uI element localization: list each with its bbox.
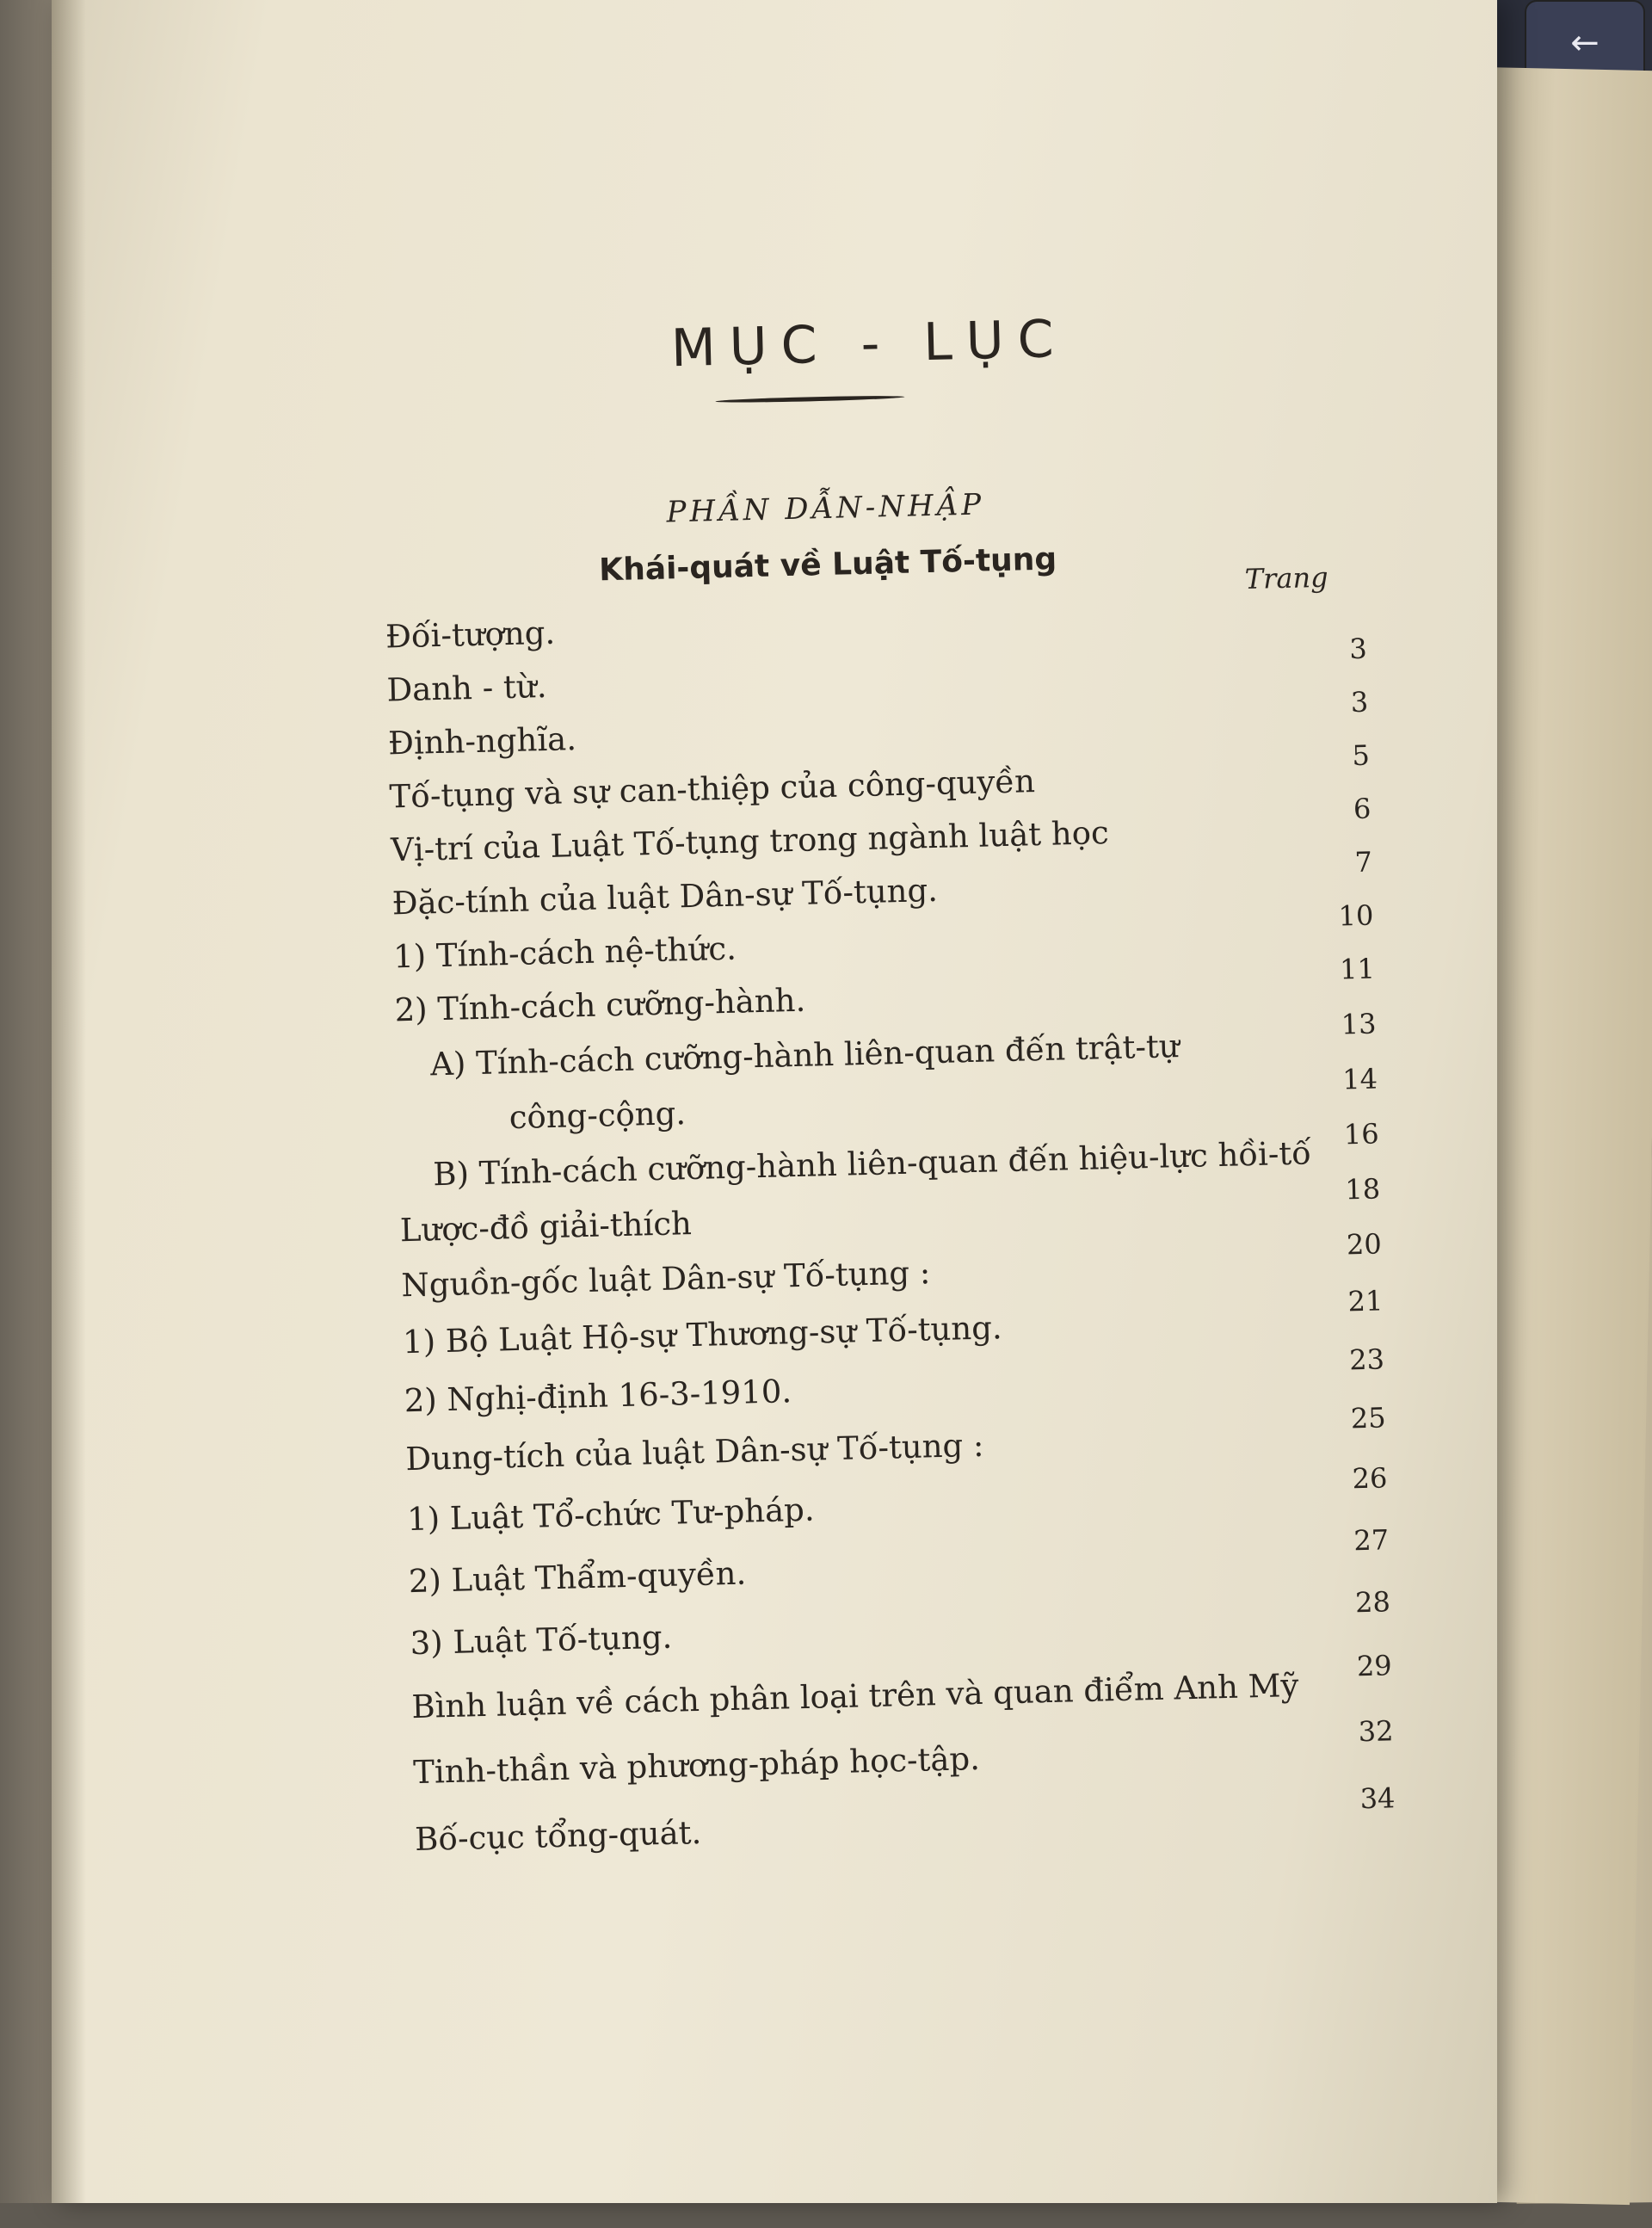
toc-entry <box>412 1714 1395 1805</box>
part-heading: PHẦN DẪN-NHẬP <box>666 487 985 530</box>
toc-entry <box>410 1649 1393 1740</box>
toc-entry-title: 2) Luật Thẩm-quyền. <box>408 1554 747 1601</box>
arrow-left-icon: ← <box>1570 23 1600 63</box>
toc-entry-page: 13 <box>1341 1007 1377 1041</box>
toc-entry-page: 3 <box>1350 685 1369 719</box>
toc-entry-title: A) Tính-cách cưỡng-hành liên-quan đến trật-tự <box>429 1028 1180 1083</box>
toc-entry-title: Dung-tích của luật Dân-sự Tố-tụng : <box>404 1426 984 1478</box>
toc-entry-title: 1) Luật Tổ-chức Tư-pháp. <box>406 1490 816 1539</box>
toc-entry <box>408 1523 1390 1614</box>
toc-entry-page: 29 <box>1356 1649 1393 1683</box>
toc-entry-title: Nguồn-gốc luật Dân-sự Tố-tụng : <box>400 1254 931 1305</box>
page-title: MỤC - LỤC <box>670 309 1069 380</box>
toc-entry-title: 2) Nghị-định 16-3-1910. <box>404 1373 792 1420</box>
toc-entry-page: 28 <box>1354 1585 1391 1620</box>
toc-entry-page: 10 <box>1338 898 1374 933</box>
toc-entry-page: 16 <box>1343 1117 1379 1151</box>
toc-entry-title: 2) Tính-cách cưỡng-hành. <box>394 981 806 1029</box>
toc-entry-title: Đặc-tính của luật Dân-sự Tố-tụng. <box>391 871 939 923</box>
toc-entry-page: 21 <box>1347 1284 1384 1318</box>
toc-entry-title: Tố-tụng và sự can-thiệp của công-quyền <box>389 762 1036 816</box>
toc-entry-title: Định-nghĩa. <box>387 720 577 762</box>
toc-entry <box>414 1781 1396 1873</box>
toc-entry-title: Tinh-thần và phương-pháp học-tập. <box>412 1739 981 1792</box>
toc-entry-page: 18 <box>1344 1172 1381 1207</box>
toc-entry-title: Đối-tượng. <box>385 614 556 656</box>
toc-entry-page: 14 <box>1341 1062 1378 1096</box>
toc-entry-page: 20 <box>1346 1227 1383 1262</box>
toc-entry-page: 11 <box>1339 952 1376 986</box>
toc-entry-title: Bình luận về cách phân loại trên và quan điểm Anh Mỹ <box>410 1666 1299 1726</box>
toc-entry-title: công-cộng. <box>509 1095 687 1137</box>
toc-entry-page: 23 <box>1348 1342 1385 1377</box>
toc-entry-title: Vị-trí của Luật Tố-tụng trong ngành luật học <box>390 814 1110 869</box>
toc-entry-page: 34 <box>1359 1781 1396 1816</box>
toc-entry-title: Danh - từ. <box>386 667 547 709</box>
toc-entry-title: 1) Bộ Luật Hộ-sự Thương-sự Tố-tụng. <box>402 1309 1003 1361</box>
toc-entry-page: 5 <box>1351 738 1371 773</box>
toc-entry <box>410 1585 1391 1676</box>
toc-entry-page: 26 <box>1352 1461 1388 1496</box>
section-heading: Khái-quát về Luật Tố-tụng <box>598 541 1057 589</box>
page-column-label: Trang <box>1244 560 1328 596</box>
toc-entry-page: 6 <box>1353 792 1372 826</box>
title-underline <box>715 395 904 404</box>
toc-entry-page: 27 <box>1353 1523 1390 1558</box>
toc-entry-title: Bố-cục tổng-quát. <box>414 1813 702 1859</box>
toc-entry-page: 25 <box>1350 1401 1387 1435</box>
toc-entry-title: B) Tính-cách cưỡng-hành liên-quan đến hiệu-lực hồi-tố <box>432 1134 1312 1194</box>
toc-entry-title: 1) Tính-cách nệ-thức. <box>392 929 737 976</box>
toc-entry-title: Lược-đồ giải-thích <box>399 1204 693 1250</box>
toc-entry-page: 32 <box>1358 1714 1394 1749</box>
toc-entry-page: 3 <box>1348 632 1368 666</box>
toc-entry-page: 7 <box>1353 845 1373 879</box>
toc-entry-title: 3) Luật Tố-tụng. <box>410 1618 673 1663</box>
